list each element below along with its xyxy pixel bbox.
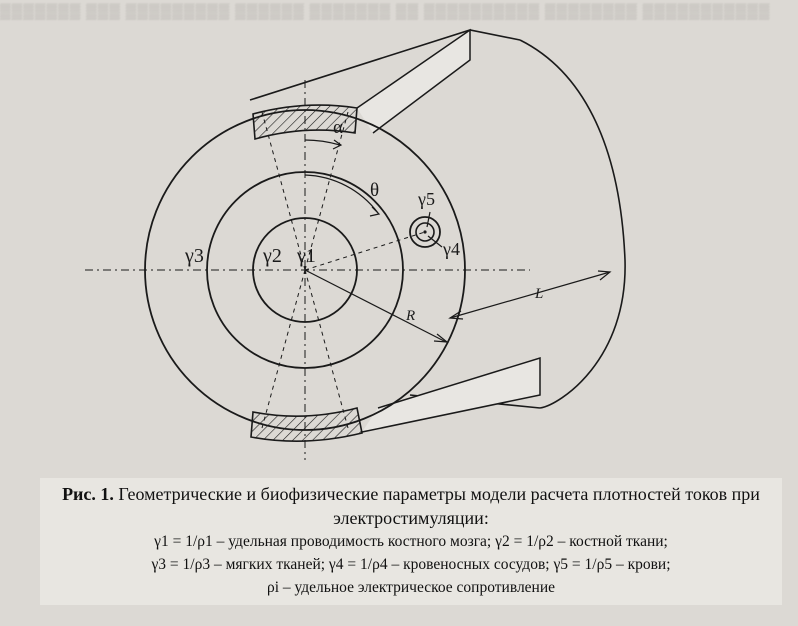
caption-title: Геометрические и биофизические параметры модели расчета плотностей токов при электростимуляции: bbox=[118, 484, 760, 528]
label-L: L bbox=[535, 286, 544, 302]
label-gamma3: γ3 bbox=[185, 245, 204, 267]
caption-line-1: γ1 = 1/ρ1 – удельная проводимость костного мозга; γ2 = 1/ρ2 – костной ткани; bbox=[154, 533, 668, 550]
label-gamma2: γ2 bbox=[263, 245, 282, 267]
background-page-text: ▒▒▒▒▒▒▒ ▒▒▒ ▒▒▒▒▒▒▒▒▒ ▒▒▒▒▒▒ ▒▒▒▒▒▒▒ ▒▒ ▒▒▒▒▒▒▒▒▒▒ ▒▒▒▒▒▒▒▒ ▒▒▒▒▒▒▒▒▒▒▒ bbox=[0, 4, 771, 20]
electrode-bottom-side bbox=[362, 358, 540, 432]
wedge-line-right-bottom bbox=[305, 270, 348, 428]
label-theta: θ bbox=[370, 180, 380, 201]
wedge-line-left-bottom bbox=[262, 270, 305, 428]
radius-arrowhead bbox=[434, 334, 447, 342]
caption-label: Рис. 1. bbox=[62, 484, 114, 504]
radius-arrow bbox=[305, 270, 446, 342]
length-line bbox=[450, 272, 610, 318]
vessel-center bbox=[423, 230, 426, 233]
electrode-top-side bbox=[357, 30, 470, 133]
label-gamma4: γ4 bbox=[443, 239, 460, 259]
theta-ray bbox=[305, 232, 425, 270]
label-alpha: α bbox=[333, 117, 343, 138]
caption-line-3: ρi – удельное электрическое сопротивление bbox=[266, 579, 556, 596]
figure-caption bbox=[40, 478, 782, 605]
label-R: R bbox=[406, 308, 416, 324]
label-gamma1: γ1 bbox=[297, 245, 316, 267]
cylinder-back-edge bbox=[520, 40, 625, 408]
label-gamma5: γ5 bbox=[418, 189, 435, 209]
caption-line-2: γ3 = 1/ρ3 – мягких тканей; γ4 = 1/ρ4 – кровеносных сосудов; γ5 = 1/ρ5 – крови; bbox=[151, 556, 671, 573]
